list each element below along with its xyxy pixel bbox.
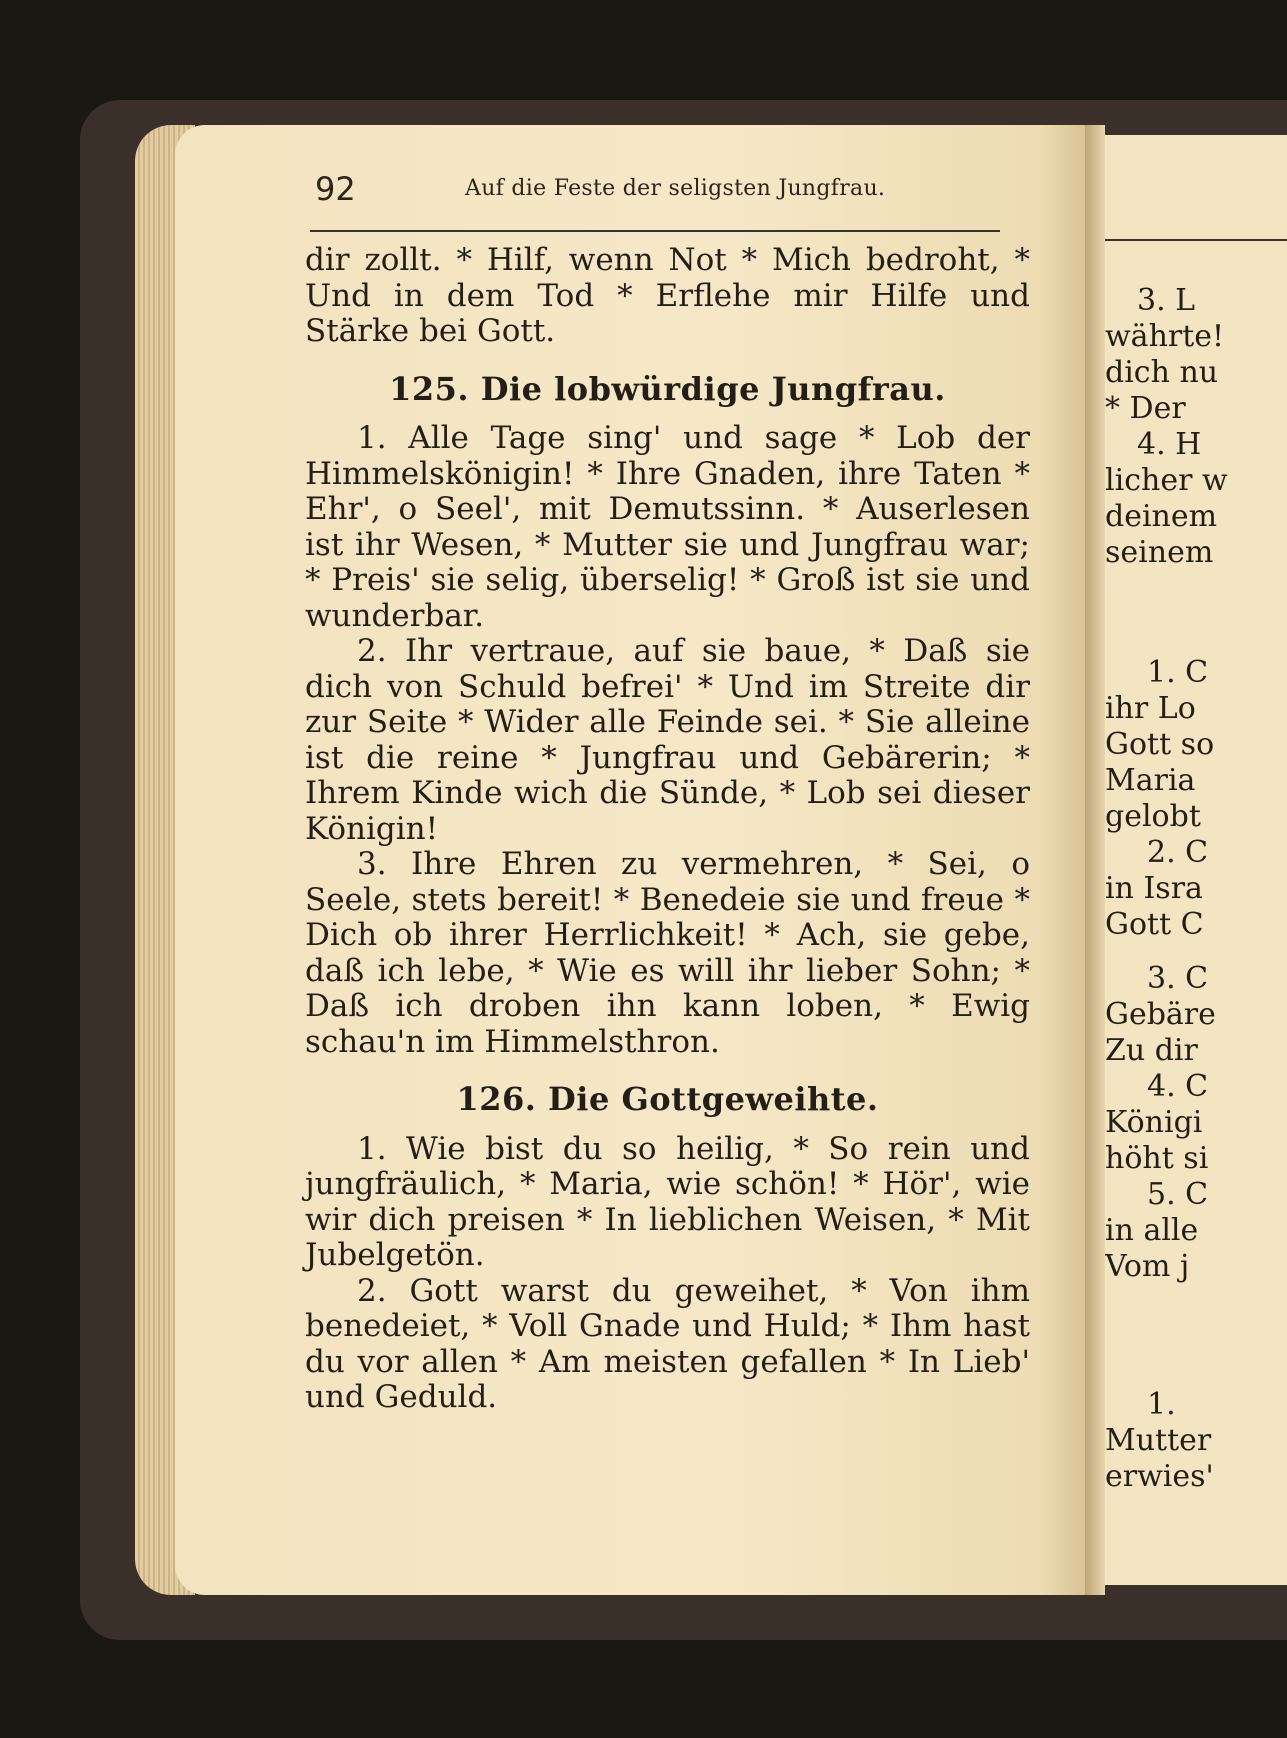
right-page-line: licher w [1105,463,1228,498]
hymn-125-verse-3: 3. Ihre Ehren zu vermehren, * Sei, o Seele, stets bereit! * Benedeie sie und freue * Dich ob ihrer Herrlichkeit! * Ach, sie gebe, daß ich lebe, * Wie es will ihr lieber Sohn; * Daß ich droben ihn kann loben, * Ewig schau'n im Himmelsthron. [305,846,1030,1060]
right-page-line: in alle [1105,1213,1199,1248]
header-rule [310,230,1000,232]
right-page-line: gelobt [1105,799,1201,834]
right-page-line: 2. C [1147,835,1209,870]
right-page-line: 4. C [1147,1069,1209,1104]
hymn-125-verse-1: 1. Alle Tage sing' und sage * Lob der Himmelskönigin! * Ihre Gnaden, ihre Taten * Ehr', o Seel', mit Demutssinn. * Auserlesen ist ihr Wesen, * Mutter sie und Jungfrau war; * Preis' sie selig, überselig! * Groß ist sie und wunderbar. [305,420,1030,634]
right-page-line: Gott so [1105,727,1215,762]
right-page-line: ihr Lo [1105,691,1196,726]
hymn-126-verse-2: 2. Gott warst du geweihet, * Von ihm benedeiet, * Voll Gnade und Huld; * Ihm hast du vor allen * Am meisten gefallen * In Lieb' und Geduld. [305,1272,1030,1415]
right-page-rule [1105,239,1287,241]
right-page-line: Maria [1105,763,1196,798]
right-page-line: * Der [1105,391,1186,426]
right-page-line: 1. C [1147,655,1209,690]
right-page-line: Zu dir [1105,1033,1198,1068]
hymn-125-title: 125. Die lobwürdige Jungfrau. [389,369,946,408]
page-header [315,170,1035,210]
right-page-line: währte! [1105,319,1225,354]
right-page-line: 3. C [1147,961,1209,996]
right-page-line: 1. [1147,1387,1176,1422]
right-page-line: 3. L [1137,283,1196,318]
hymn-126-title: 126. Die Gottgeweihte. [456,1080,879,1118]
right-page-line: dich nu [1105,355,1219,390]
right-page-line: Gebäre [1105,997,1216,1032]
right-page-line: seinem [1105,535,1214,570]
right-page-line: Gott C [1105,907,1204,942]
hymn-125-verse-2: 2. Ihr vertraue, auf sie baue, * Daß sie dich von Schuld befrei' * Und im Streite dir zur Seite * Wider alle Feinde sei. * Sie alleine ist die reine * Jungfrau und Gebärerin; * Ihrem Kinde wich die Sünde, * Lob sei dieser Königin! [305,633,1030,847]
right-page-line: Mutter [1105,1423,1212,1458]
right-page-line: in Isra [1105,871,1203,906]
right-page [1105,135,1287,1585]
book-gutter [1085,125,1105,1595]
right-page-line: deinem [1105,499,1218,534]
right-page-line: 5. C [1147,1177,1209,1212]
right-page-line: Vom j [1105,1249,1190,1284]
left-page [175,125,1085,1595]
right-page-line: erwies' [1105,1459,1214,1494]
page-text [305,243,1030,1416]
hymn-126-verse-1: 1. Wie bist du so heilig, * So rein und jungfräulich, * Maria, wie schön! * Hör', wie wir dich preisen * In lieblichen Weisen, * Mit Jubelgetön. [305,1130,1030,1273]
running-head: Auf die Feste der seligsten Jungfrau. [465,176,886,201]
continuation-text: dir zollt. * Hilf, wenn Not * Mich bedroht, * Und in dem Tod * Erflehe mir Hilfe und Stärke bei Gott. [305,242,1030,349]
right-page-line: Königi [1105,1105,1203,1140]
right-page-line: höht si [1105,1141,1209,1176]
page-number: 92 [315,170,356,208]
right-page-line: 4. H [1137,427,1202,462]
